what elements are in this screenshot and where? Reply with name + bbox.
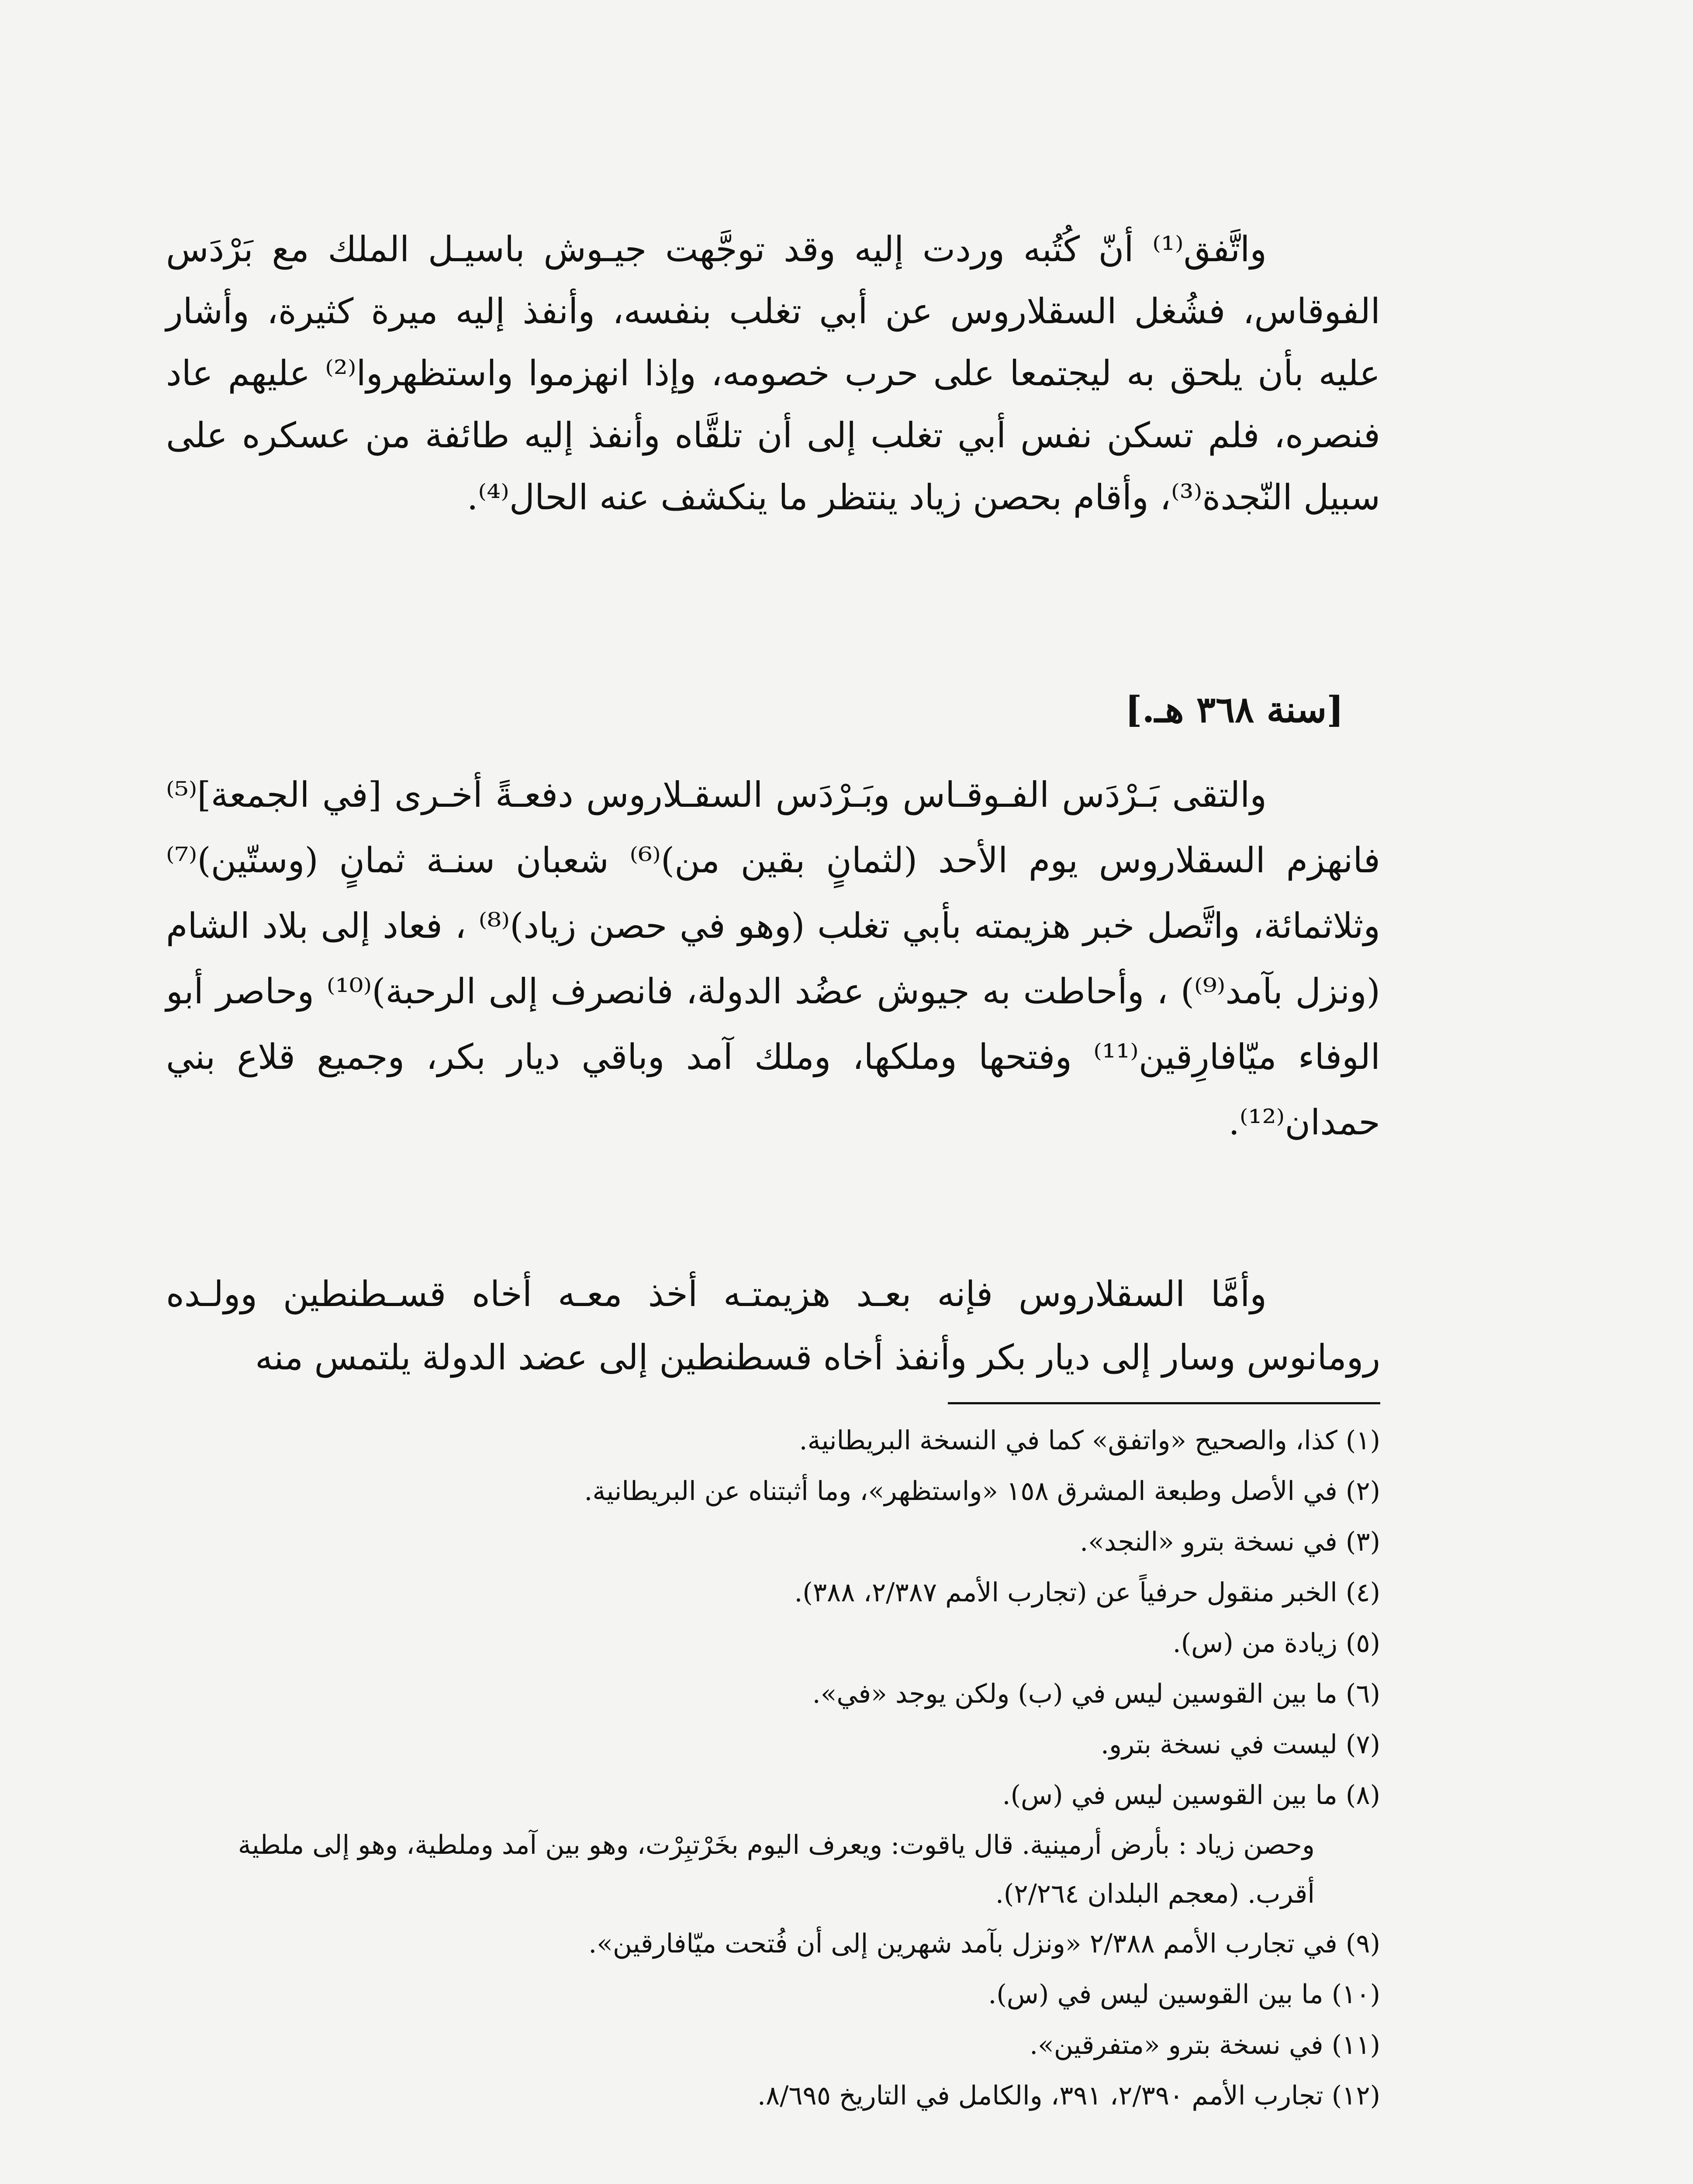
main-paragraph-3 bbox=[166, 1262, 1380, 1389]
footnote: (٢) في الأصل وطبعة المشرق ١٥٨ «واستظهر»، وما أثبتناه عن البريطانية. bbox=[584, 1476, 1380, 1507]
paragraph-text: واتَّفق⁽¹⁾ أنّ كُتُبه وردت إليه وقد توجَّهت جيـوش باسيـل الملك مع بَرْدَس الفوقاس، فشُغل السقلاروس عن أبي تغلب بنفسه، وأنفذ إليه ميرة كثيرة، وأشار عليه بأن يلحق به ليجتمعا على حرب خصومه، وإذا انهزموا واستظهروا⁽²⁾ عليهم عاد فنصره، فلم تسكن نفس أبي تغلب إلى أن تلقَّاه وأنفذ إليه طائفة من عسكره على سبيل النّجدة⁽³⁾، وأقام بحصن زياد ينتظر ما ينكشف عنه الحال⁽⁴⁾. bbox=[166, 229, 1381, 518]
main-paragraph-1 bbox=[166, 218, 1380, 529]
footnote-divider bbox=[948, 1402, 1380, 1404]
paragraph-text: وأمَّا السقلاروس فإنه بعـد هزيمتـه أخذ معـه أخاه قسـطنطين وولـده رومانوس وسار إلى ديار بكر وأنفذ أخاه قسطنطين إلى عضد الدولة يلتمس منه bbox=[166, 1274, 1380, 1378]
footnote: (١٢) تجارب الأمم ٢/٣٩٠، ٣٩١، والكامل في التاريخ ٨/٦٩٥. bbox=[757, 2080, 1380, 2111]
footnote: (٥) زيادة من (س). bbox=[1172, 1628, 1380, 1659]
footnote: (٤) الخبر منقول حرفياً عن (تجارب الأمم ٢/٣٨٧، ٣٨٨). bbox=[794, 1577, 1380, 1608]
main-paragraph-2 bbox=[166, 762, 1380, 1155]
footnote: (٦) ما بين القوسين ليس في (ب) ولكن يوجد «في». bbox=[812, 1679, 1380, 1709]
footnote: (٨) ما بين القوسين ليس في (س). bbox=[1002, 1780, 1380, 1811]
footnote: (٣) في نسخة بترو «النجد». bbox=[1080, 1527, 1380, 1557]
footnote: (٩) في تجارب الأمم ٢/٣٨٨ «ونزل بآمد شهرين إلى أن فُتحت ميّافارقين». bbox=[588, 1928, 1380, 1959]
footnote: (١١) في نسخة بترو «متفرقين». bbox=[1030, 2030, 1380, 2060]
footnotes-section bbox=[166, 1415, 1380, 2121]
footnote: (١٠) ما بين القوسين ليس في (س). bbox=[988, 1979, 1380, 2010]
footnote-continuation: وحصن زياد : بأرض أرمينية. قال ياقوت: ويعرف اليوم بخَرْتبِرْت، وهو بين آمد وملطية، وهو إلى ملطية أقرب. (معجم البلدان ٢/٢٦٤). bbox=[238, 1830, 1315, 1909]
footnote: (١) كذا، والصحيح «واتفق» كما في النسخة البريطانية. bbox=[799, 1425, 1380, 1456]
paragraph-text: والتقى بَـرْدَس الفـوقـاس وبَـرْدَس السقـلاروس دفعـةً أخـرى [في الجمعة]⁽⁵⁾ فانهزم السقلاروس يوم الأحد (لثمانٍ بقين من)⁽⁶⁾ شعبان سنـة ثمانٍ (وستّين)⁽⁷⁾ وثلاثمائة، واتَّصل خبر هزيمته بأبي تغلب (وهو في حصن زياد)⁽⁸⁾ ، فعاد إلى بلاد الشام (ونزل بآمد⁽⁹⁾) ، وأحاطت به جيوش عضُد الدولة، فانصرف إلى الرحبة)⁽¹⁰⁾ وحاصر أبو الوفاء ميّافارِقين⁽¹¹⁾ وفتحها وملكها، وملك آمد وباقي ديار بكر، وجميع قلاع بني حمدان⁽¹²⁾. bbox=[166, 774, 1381, 1143]
year-heading: [سنة ٣٦٨ هـ.] bbox=[1125, 689, 1344, 731]
footnote: (٧) ليست في نسخة بترو. bbox=[1101, 1729, 1380, 1760]
